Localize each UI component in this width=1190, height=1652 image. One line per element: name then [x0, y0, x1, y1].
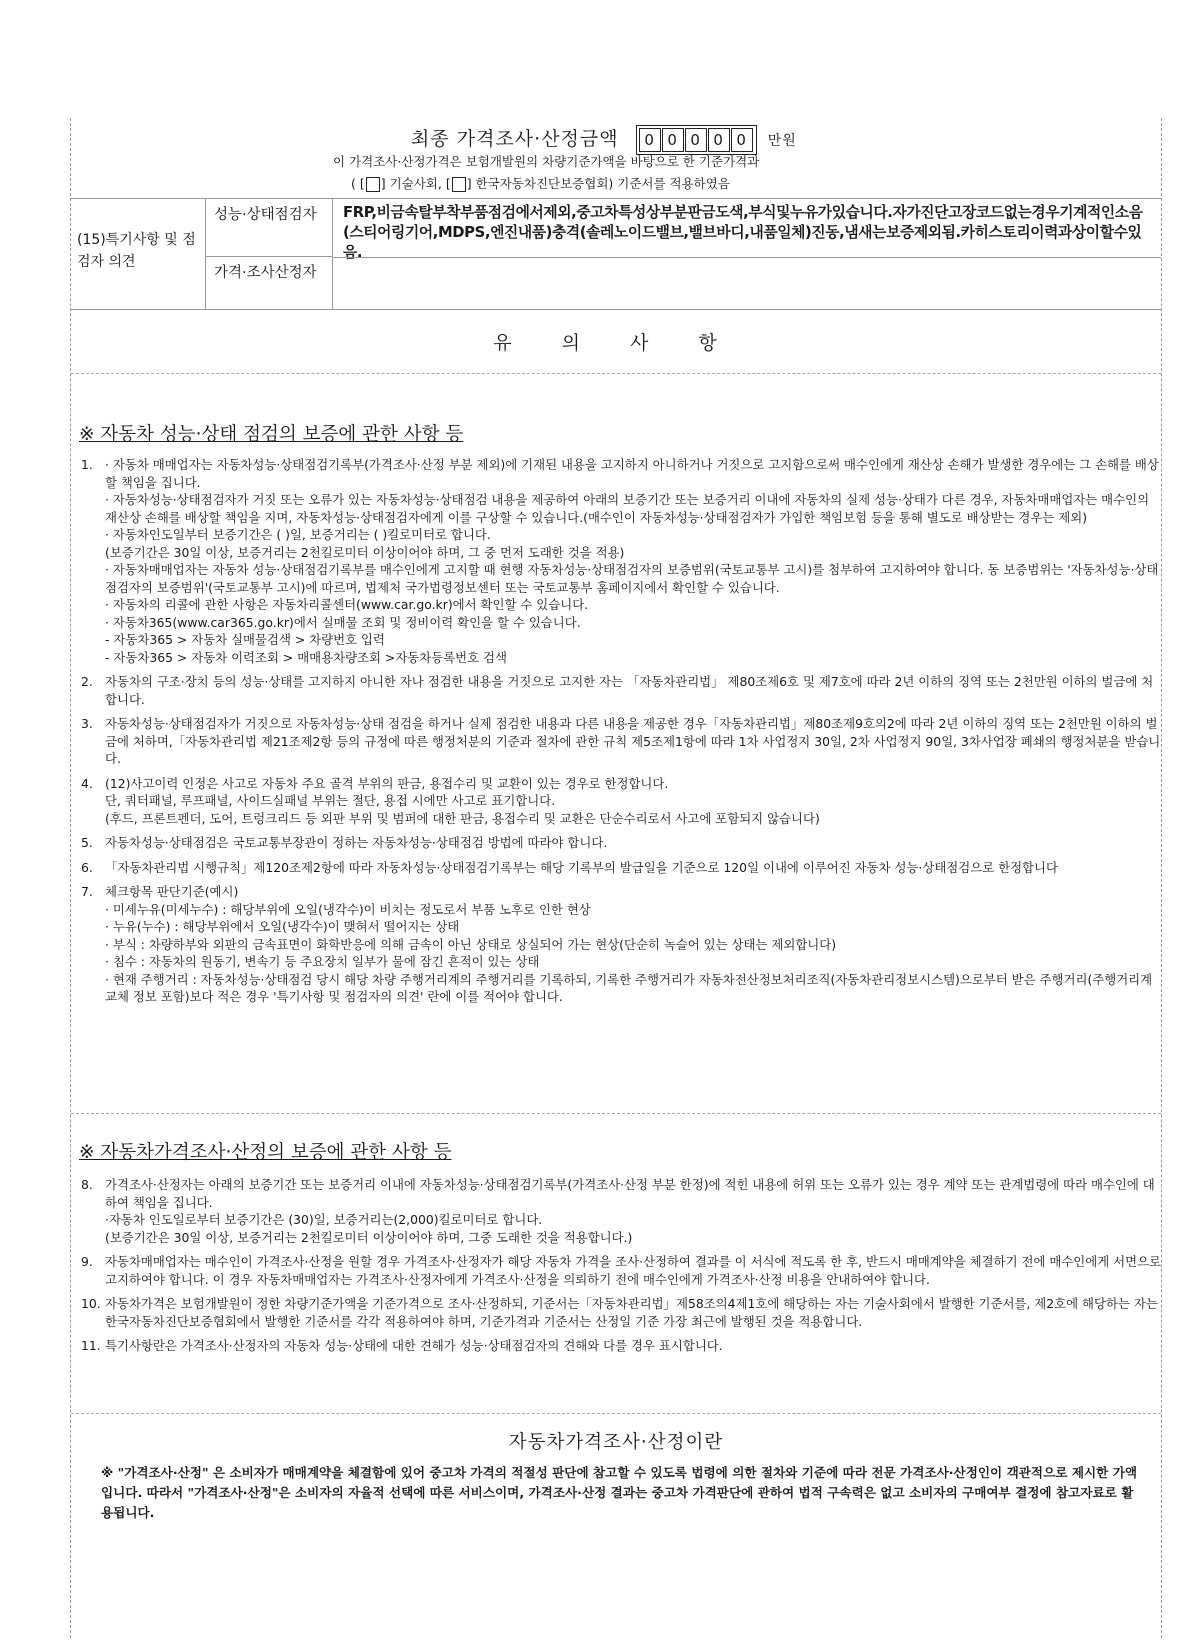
- inspector-label: 성능·상태점검자: [205, 199, 333, 257]
- notice-line: · 자동차365(www.car365.go.kr)에서 실매물 조회 및 정비이력 확인을 할 수 있습니다.: [105, 614, 581, 630]
- notice-item: [81, 1295, 1161, 1330]
- notice-item: [81, 834, 1161, 852]
- appraisal-definition-title: 자동차가격조사·산정이란: [508, 1432, 724, 1453]
- price-digit: 0: [708, 128, 730, 152]
- notice-item: [81, 1176, 1161, 1246]
- notes-title: 유 의 사 항: [493, 332, 739, 354]
- price-digit: 0: [731, 128, 753, 152]
- price-digit-boxes: [636, 125, 757, 155]
- notice-number: 3.: [81, 716, 93, 731]
- price-digit: 0: [639, 128, 661, 152]
- notice-line: · 부식 : 차량하부와 외판의 금속표면이 화학반응에 의해 금속이 아닌 상태로 상실되어 가는 현상(단순히 녹슬어 있는 상태는 제외합니다): [105, 936, 837, 952]
- standard-selection-line: [351, 174, 730, 192]
- final-price-line: [411, 124, 797, 155]
- appraiser-label: 가격·조사산정자: [205, 257, 333, 309]
- notice-line: - 자동차365 > 자동차 이력조회 > 매매용차량조회 >자동차등록번호 검색: [105, 649, 507, 665]
- standard-text-c: ] 한국자동차진단보증협회) 기준서를 적용하였음: [466, 176, 730, 191]
- notice-line: 체크항목 판단기준(예시): [105, 884, 239, 899]
- notice-line: (보증기간은 30일 이상, 보증거리는 2천킬로미터 이상이어야 하며, 그 중 먼저 도래한 것을 적용): [105, 544, 625, 560]
- notice-number: 5.: [81, 835, 93, 850]
- inspection-form-page: [70, 118, 1162, 1638]
- notice-line: ·자동차 인도일로부터 보증기간은 (30)일, 보증거리는(2,000)킬로미터로 합니다.: [105, 1212, 543, 1227]
- price-unit: 만원: [767, 133, 797, 149]
- notice-line: · 자동차인도일부터 보증기간은 ( )일, 보증거리는 ( )킬로미터로 합니다.: [105, 527, 491, 542]
- notice-line: · 자동차 매매업자는 자동차성능·상태점검기록부(가격조사·산정 부분 제외)에 기재된 내용을 고지하지 아니하거나 거짓으로 고지함으로써 매수인에게 재산상 손해가 발생한 경우에는 그 손해를 배상할 책임을 집니다.: [105, 457, 1159, 490]
- remarks-heading: (15)특기사항 및 점검자 의견: [77, 232, 196, 270]
- notice-item: [81, 673, 1161, 708]
- notice-line: 자동차성능·상태점검자가 거짓으로 자동차성능·상태 점검을 하거나 실제 점검한 내용과 다른 내용을 제공한 경우「자동차관리법」제80조제9호의2에 따라 2년 이하의 징역 또는 2천만원 이하의 벌금에 처하며,「자동차관리법 제21조제2항 등의 규정에 따른 행정처분의 기준과 절차에 관한 규칙 제5조제1항에 따라 1차 사업정지 30일, 2차 사업정지 90일, 3차사업장 폐쇄의 행정처분을 받습니다.: [105, 716, 1161, 766]
- notice-line: 가격조사·산정자는 아래의 보증기간 또는 보증거리 이내에 자동차성능·상태점검기록부(가격조사·산정 부분 한정)에 적힌 내용에 허위 또는 오류가 있는 경우 계약 또는 관계법령에 따라 매수인에 대하여 책임을 집니다.: [105, 1177, 1155, 1210]
- notice-line: · 자동차의 리콜에 관한 사항은 자동차리콜센터(www.car.go.kr)에서 확인할 수 있습니다.: [105, 597, 589, 612]
- notice-line: · 침수 : 자동차의 원동기, 변속기 등 주요장치 일부가 물에 잠긴 흔적이 있는 상태: [105, 954, 540, 969]
- notice-item: [81, 859, 1161, 877]
- notice-line: · 미세누유(미세누수) : 해당부위에 오일(냉각수)이 비치는 정도로서 부품 노후로 인한 현상: [105, 901, 591, 917]
- notice-line: · 자동차매매업자는 자동차 성능·상태점검기록부를 매수인에게 고지할 때 현행 자동차성능·상태점검자의 보증범위(국토교통부 고시)를 첨부하여 고지하여야 합니다. 동 보증범위는 '자동차성능·상태점검자의 보증범위'(국토교통부 고시)에 따르며, 법제처 국가법령정보센터 또는 국토교통부 홈페이지에서 확인할 수 있습니다.: [105, 562, 1159, 595]
- notice-item: [81, 1253, 1161, 1288]
- notice-number: 1.: [81, 457, 93, 472]
- notice-line: · 현재 주행거리 : 자동차성능·상태점검 당시 해당 차량 주행거리계의 주행거리를 기록하되, 기록한 주행거리가 자동차전산정보처리조직(자동차관리정보시스템)으로부터 받은 주행거리(주행거리계 교체 정보 포함)보다 적은 경우 '특기사항 및 점검자의 의견' 란에 이를 적어야 합니다.: [105, 971, 1153, 1004]
- notice-number: 7.: [81, 884, 93, 899]
- standard-text-a: ( [: [351, 176, 365, 191]
- notice-number: 11.: [81, 1338, 101, 1353]
- notice-line: (12)사고이력 인정은 사고로 자동차 주요 골격 부위의 판금, 용접수리 및 교환이 있는 경우로 한정합니다.: [105, 775, 669, 791]
- appraisal-definition-text: ※ "가격조사·산정" 은 소비자가 매매계약을 체결함에 있어 중고차 가격의 적절성 판단에 참고할 수 있도록 법령에 의한 절차와 기준에 따라 전문 가격조사·산정인이 객관적으로 제시한 가액입니다. 따라서 "가격조사·산정"은 소비자의 자율적 선택에 따른 서비스이며, 가격조사·산정 결과는 중고차 가격판단에 관하여 법적 구속력은 없고 소비자의 구매여부 결정에 참고자료로 활용됩니다.: [101, 1465, 1138, 1520]
- diagnosis-association-checkbox[interactable]: [452, 177, 466, 192]
- engineering-society-checkbox[interactable]: [366, 177, 380, 192]
- notice-line: (후드, 프론트펜더, 도어, 트렁크리드 등 외판 부위 및 범퍼에 대한 판금, 용접수리 및 교환은 단순수리로서 사고에 포함되지 않습니다): [105, 810, 820, 826]
- notice-line: · 누유(누수) : 해당부위에서 오일(냉각수)이 맺혀서 떨어지는 상태: [105, 919, 460, 934]
- notice-line: · 자동차성능·상태점검자가 거짓 또는 오류가 있는 자동차성능·상태점검 내용을 제공하여 아래의 보증기간 또는 보증거리 이내에 자동차의 실제 성능·상태가 다른 경우, 자동차매매업자는 매수인의 재산상 손해를 배상할 책임을 지며, 자동차성능·상태점검자에게 이를 구상할 수 있습니다.(매수인이 자동차성능·상태점검자가 가입한 책임보험 등을 통해 별도로 배상받는 경우는 제외): [105, 492, 1150, 525]
- standard-text-b: ] 기술사회, [: [380, 176, 451, 191]
- section2-items: [81, 1176, 1161, 1362]
- divider: [71, 1413, 1161, 1414]
- final-price-label: 최종 가격조사·산정금액: [411, 128, 619, 150]
- notice-number: 2.: [81, 674, 93, 689]
- notice-line: 「자동차관리법 시행규칙」제120조제2항에 따라 자동차성능·상태점검기록부는 해당 기록부의 발급일을 기준으로 120일 이내에 이루어진 자동차 성능·상태점검으로 한정합니다: [105, 859, 1058, 875]
- section1-title: ※ 자동차 성능·상태 점검의 보증에 관한 사항 등: [79, 424, 464, 445]
- special-remarks-table: [71, 199, 1161, 310]
- notice-item: [81, 883, 1161, 1006]
- notice-line: 자동차성능·상태점검은 국토교통부장관이 정하는 자동차성능·상태점검 방법에 따라야 합니다.: [105, 835, 608, 850]
- notice-item: [81, 456, 1161, 666]
- section2-title: ※ 자동차가격조사·산정의 보증에 관한 사항 등: [79, 1142, 452, 1163]
- notice-number: 6.: [81, 859, 93, 875]
- notice-item: [81, 775, 1161, 828]
- notice-line: 자동차가격은 보험개발원이 정한 차량기준가액을 기준가격으로 조사·산정하되, 기준서는「자동차관리법」제58조의4제1호에 해당하는 자는 기술사회에서 발행한 기준서를, 제2호에 해당하는 자는 한국자동차진단보증협회에서 발행한 기준서를 각각 적용하여야 하며, 기준가격과 기준서는 산정일 기준 가장 최근에 발행된 것을 적용합니다.: [105, 1296, 1158, 1329]
- notice-number: 4.: [81, 775, 93, 791]
- notice-line: (보증기간은 30일 이상, 보증거리는 2천킬로미터 이상이어야 하며, 그중 도래한 것을 적용합니다.): [105, 1229, 633, 1245]
- notice-line: 단, 쿼터패널, 루프패널, 사이드실패널 부위는 절단, 용접 시에만 사고로 표기합니다.: [105, 793, 556, 808]
- notice-line: - 자동차365 > 자동차 실매물검색 > 차량번호 입력: [105, 632, 385, 647]
- divider: [71, 1113, 1161, 1114]
- price-digit: 0: [662, 128, 684, 152]
- notice-line: 자동차의 구조·장치 등의 성능·상태를 고지하지 아니한 자나 점검한 내용을 거짓으로 고지한 자는 「자동차관리법」 제80조제6호 및 제7호에 따라 2년 이하의 징역 또는 2천만원 이하의 벌금에 처합니다.: [105, 674, 1154, 707]
- notice-number: 8.: [81, 1177, 93, 1192]
- inspector-remarks-text: FRP,비금속탈부착부품점검에서제외,중고차특성상부분판금도색,부식및누유가있습니다.자가진단고장코드없는경우기계적인소음(스티어링기어,MDPS,엔진내품)충격(솔레노이드밸브,밸브바디,내품일체)진동,냄새는보증제외됨.카히스토리이력과상이할수있음.: [343, 204, 1143, 261]
- price-description: 이 가격조사·산정가격은 보험개발원의 차량기준가액을 바탕으로 한 기준가격과: [333, 154, 760, 169]
- divider: [71, 373, 1161, 374]
- remarks-divider: [333, 257, 1161, 258]
- price-digit: 0: [685, 128, 707, 152]
- notice-item: [81, 1337, 1161, 1355]
- section1-items: [81, 456, 1161, 1013]
- notice-number: 10.: [81, 1296, 101, 1311]
- final-price-block: [71, 118, 1161, 199]
- notice-item: [81, 715, 1161, 768]
- notice-line: 자동차매매업자는 매수인이 가격조사·산정을 원할 경우 가격조사·산정자가 해당 자동차 가격을 조사·산정하여 결과를 이 서식에 적도록 한 후, 반드시 매매계약을 체결하기 전에 매수인에게 서면으로 고지하여야 합니다. 이 경우 자동차매매업자는 가격조사·산정자에게 가격조사·산정을 의뢰하기 전에 매수인에게 가격조사·산정 비용을 안내하여야 합니다.: [105, 1254, 1162, 1287]
- notice-line: 특기사항란은 가격조사·산정자의 자동차 성능·상태에 대한 견해가 성능·상태점검자의 견해와 다를 경우 표시합니다.: [105, 1338, 723, 1353]
- notice-number: 9.: [81, 1254, 93, 1269]
